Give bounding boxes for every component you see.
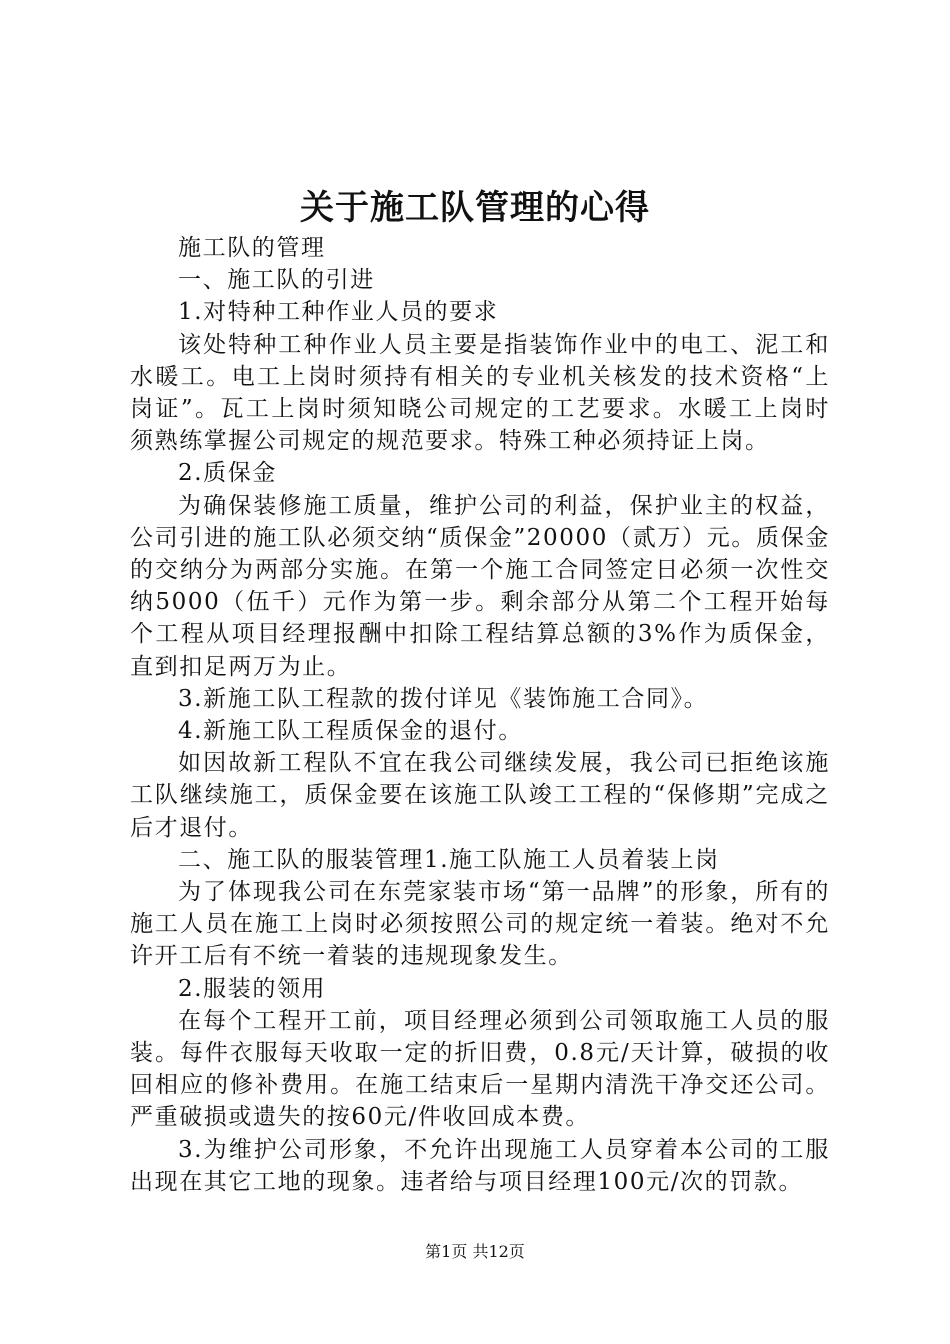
subsection-heading: 2.服装的领用 — [178, 975, 327, 1002]
paragraph: 为确保装修施工质量，维护公司的利益，保护业主的权益，公司引进的施工队必须交纳“质保金”20000（贰万）元。质保金的交纳分为两部分实施。在第一个施工合同签定日必须一次性交纳5000（伍千）元作为第一步。剩余部分从第二个工程开始每个工程从项目经理报酬中扣除工程结算总额的3%作为质保金，直到扣足两万为止。 — [130, 492, 830, 680]
paragraph: 为了体现我公司在东莞家装市场“第一品牌”的形象，所有的施工人员在施工上岗时必须按照公司的规定统一着装。绝对不允许开工后有不统一着装的违规现象发生。 — [130, 879, 830, 970]
subsection-heading: 2.质保金 — [178, 460, 277, 487]
page-number: 第1页 共12页 — [425, 1242, 525, 1261]
paragraph: 3.为维护公司形象，不允许出现施工人员穿着本公司的工服出现在其它工地的现象。违者给与项目经理100元/次的罚款。 — [130, 1136, 830, 1195]
section-heading: 一、施工队的引进 — [178, 267, 375, 294]
paragraph: 该处特种工种作业人员主要是指装饰作业中的电工、泥工和水暖工。电工上岗时须持有相关的专业机关核发的技术资格“上岗证”。瓦工上岗时须知晓公司规定的工艺要求。水暖工上岗时须熟练掌握公司规定的规范要求。特殊工种必须持证上岗。 — [130, 331, 830, 455]
document-body — [130, 232, 830, 1198]
paragraph: 在每个工程开工前，项目经理必须到公司领取施工人员的服装。每件衣服每天收取一定的折旧费，0.8元/天计算，破损的收回相应的修补费用。在施工结束后一星期内清洗干净交还公司。严重破损或遗失的按60元/件收回成本费。 — [130, 1007, 830, 1131]
document-title: 关于施工队管理的心得 — [300, 188, 650, 228]
subsection-heading: 1.对特种工种作业人员的要求 — [178, 299, 499, 326]
paragraph-heading: 施工队的管理 — [178, 235, 326, 261]
paragraph: 4.新施工队工程质保金的退付。 — [178, 718, 523, 745]
section-heading: 二、施工队的服装管理1.施工队施工人员着装上岗 — [178, 846, 720, 873]
paragraph: 如因故新工程队不宜在我公司继续发展，我公司已拒绝该施工队继续施工，质保金要在该施工队竣工工程的“保修期”完成之后才退付。 — [130, 750, 830, 841]
paragraph: 3.新施工队工程款的拨付详见《装饰施工合同》。 — [178, 685, 709, 712]
